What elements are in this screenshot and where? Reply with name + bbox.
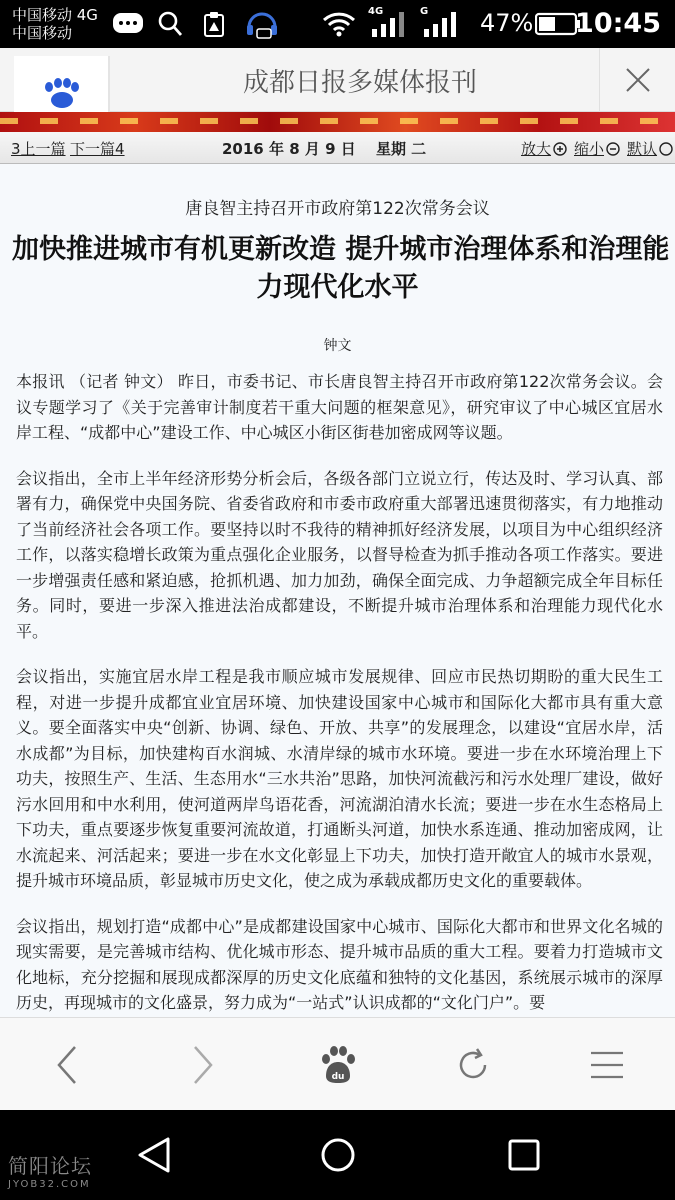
square-recents-icon [507,1138,541,1172]
system-recents-button[interactable] [494,1130,554,1180]
signal-4g-icon [368,6,412,38]
article-author: 钟文 [323,338,352,354]
chevron-right-icon [191,1045,215,1085]
minus-circle-icon [606,142,620,156]
zoom-in-label: 放大 [521,140,552,158]
wifi-icon [322,10,356,38]
refresh-icon [455,1047,491,1083]
signal-4g-label: 4G [368,6,384,17]
clock: 10:45 [575,8,661,39]
carrier-primary: 中国移动 4G [12,6,98,24]
zoom-out-button[interactable] [574,138,620,159]
article-content [0,164,675,1017]
article-paragraph: 会议指出，规划打造“成都中心”是成都建设国家中心城市、国际化大都市和世界文化名城的现实需要，是完善城市结构、优化城市形态、提升城市品质的重大工程。要着力打造城市文化地标，充分挖掘和展现成都深厚的历史文化底蕴和独特的文化基因，系统展示城市的深厚历史，再现城市的文化盛景，努力成为“一站式”认识成都的“文化门户”。要 [16,916,663,1012]
circle-icon [659,142,673,156]
back-button[interactable] [12,1018,122,1111]
watermark-title: 简阳论坛 [8,1154,92,1178]
carrier-info [12,6,98,42]
banner-decoration [0,118,675,124]
hamburger-menu-icon [589,1050,625,1080]
circle-home-icon [319,1136,357,1174]
article-headline-line2: 力现代化水平 [256,272,419,303]
article-paragraph: 本报讯 （记者 钟文） 昨日，市委书记、市长唐良智主持召开市政府第122次常务会议。会议专题学习了《关于完善审计制度若干重大问题的框架意见》，研究审议了中心城区宜居水岸工程、“成都中心”建设工作、中心城区小街区街巷加密成网等议题。 [16,372,663,442]
forum-watermark [8,1150,92,1190]
plus-circle-icon [553,142,567,156]
baidu-home-button[interactable] [283,1018,393,1111]
forward-button[interactable] [148,1018,258,1111]
headset-icon [245,10,279,38]
svg-text:du: du [331,1071,345,1082]
refresh-button[interactable] [418,1018,528,1111]
close-button[interactable] [599,48,675,112]
issue-date: 2016 年 8 月 9 日 星期 二 [222,140,427,158]
system-back-button[interactable] [124,1130,184,1180]
zoom-default-label: 默认 [627,140,658,158]
browser-toolbar [0,1017,675,1110]
chevron-left-icon [55,1045,79,1085]
zoom-in-button[interactable] [521,138,567,159]
triangle-back-icon [136,1136,172,1174]
article-nav-bar [0,132,675,164]
signal-g-label: G [420,6,429,17]
zoom-out-label: 缩小 [574,140,605,158]
zoom-default-button[interactable] [627,138,673,159]
clipboard-icon [203,10,225,38]
browser-title-bar [0,48,675,112]
system-home-button[interactable] [308,1130,368,1180]
system-nav-bar [0,1110,675,1200]
next-article-link[interactable]: 下一篇4 [70,140,125,158]
page-title: 成都日报多媒体报刊 [242,68,477,98]
paw-logo[interactable] [14,56,110,112]
signal-g-icon [420,6,464,38]
status-bar [0,0,675,48]
watermark-url: JYOB32.COM [8,1179,91,1190]
article-paragraph: 会议指出，实施宜居水岸工程是我市顺应城市发展规律、回应市民热切期盼的重大民生工程，对进一步提升成都宜业宜居环境、加快建设国家中心城市和国际化大都市具有重大意义。要全面落实中央“创新、协调、绿色、开放、共享”的发展理念，以建设“宜居水岸，活水成都”为目标，加快建构百水润城、水清岸绿的城市水环境。要进一步在水环境治理上下功夫，按照生产、生活、生态用水“三水共治”思路，加快河流截污和污水处理厂建设，做好污水回用和中水利用，使河道两岸鸟语花香，河流湖泊清水长流；要进一步在水生态格局上下功夫，重点要逐步恢复重要河流故道，打通断头河道，加快水系连通、推动加密成网，让水流起来、河活起来；要进一步在水文化彰显上下功夫，加快打造开敞宜人的城市水景观，提升城市环境品质，彰显城市历史文化，使之成为承载成都历史文化的重要载体。 [16,667,663,890]
baidu-paw-icon [318,1046,358,1084]
menu-button[interactable] [552,1018,662,1111]
carrier-secondary: 中国移动 [12,24,73,42]
article-headline-line1: 加快推进城市有机更新改造 提升城市治理体系和治理能 [12,234,670,265]
prev-article-link[interactable]: 3上一篇 [11,140,66,158]
battery-percent: 47% [480,9,534,37]
paw-icon [39,78,83,108]
message-icon [112,10,144,38]
article-kicker: 唐良智主持召开市政府第122次常务会议 [185,199,490,219]
search-icon [158,10,182,38]
article-paragraph: 会议指出，全市上半年经济形势分析会后，各级各部门立说立行，传达及时、学习认真、部署有力，确保党中央国务院、省委省政府和市委市政府重大部署迅速贯彻落实，有力地推动了当前经济社会各项工作。要坚持以时不我待的精神抓好经济发展，以项目为中心组织经济工作，以落实稳增长政策为重点强化企业服务，以督导检查为抓手推动各项工作落实。要进一步增强责任感和紧迫感，抢抓机遇、加力加劲，确保全面完成、力争超额完成全年目标任务。同时，要进一步深入推进法治成都建设，不断提升城市治理体系和治理能力现代化水平。 [16,468,663,641]
close-icon [625,67,651,93]
